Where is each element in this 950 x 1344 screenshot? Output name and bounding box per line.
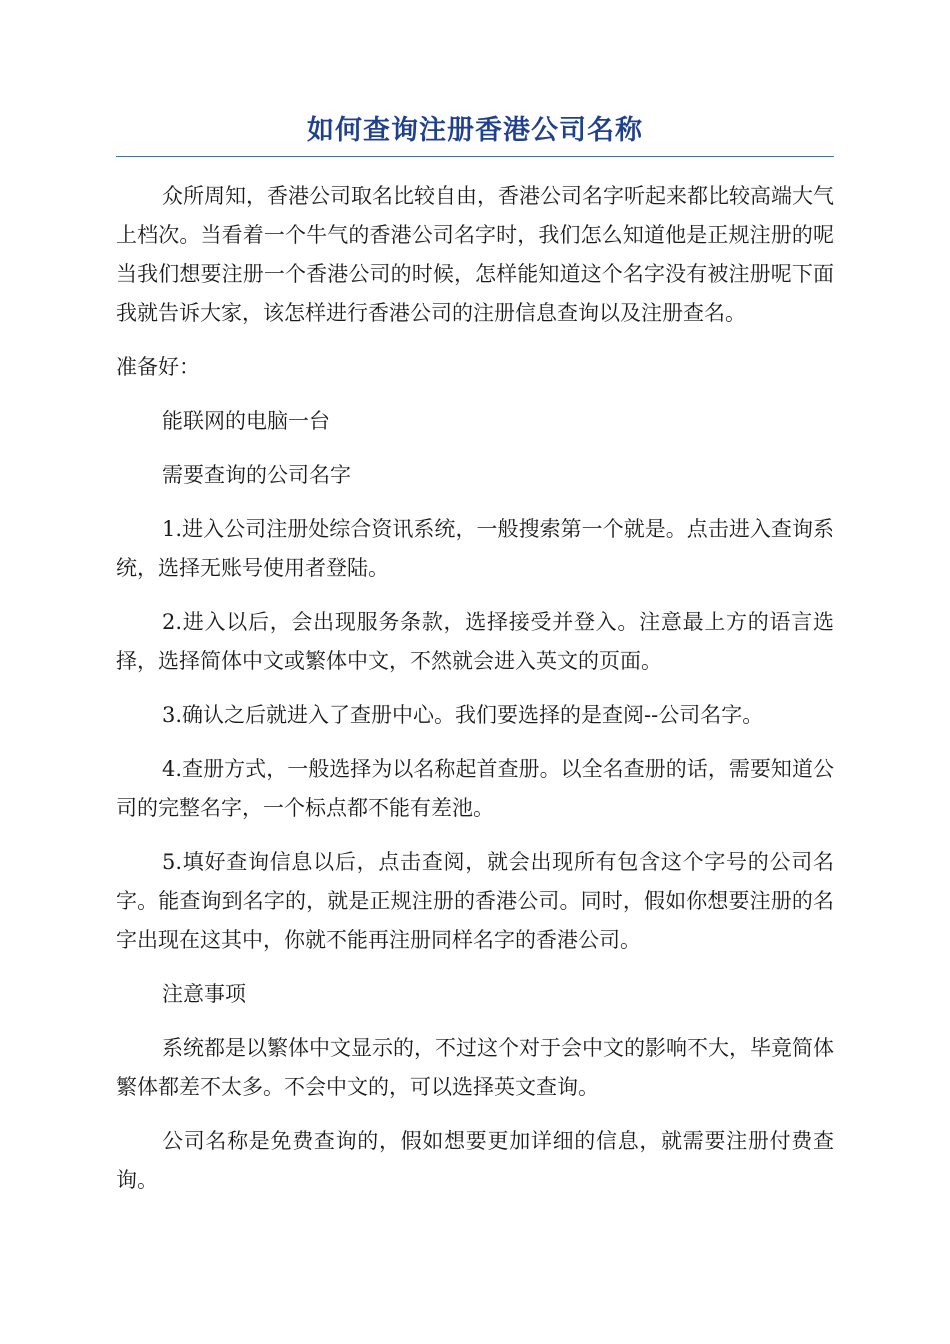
paragraph-step-5: 5.填好查询信息以后，点击查阅，就会出现所有包含这个字号的公司名字。能查询到名字的，就是正规注册的香港公司。同时，假如你想要注册的名字出现在这其中，你就不能再注册同样名字的香港公司。 [116,850,834,952]
paragraph-item-computer: 能联网的电脑一台 [162,409,330,433]
paragraph-item-company-name: 需要查询的公司名字 [162,463,351,487]
paragraph-prepare: 准备好： [116,355,200,379]
paragraph-step-3: 3.确认之后就进入了查册中心。我们要选择的是查阅--公司名字。 [162,703,764,727]
document-page [116,108,834,1215]
document-title: 如何查询注册香港公司名称 [116,108,834,157]
paragraph-step-4: 4.查册方式，一般选择为以名称起首查册。以全名查册的话，需要知道公司的完整名字，一个标点都不能有差池。 [116,757,834,820]
paragraph-notes-heading: 注意事项 [162,982,246,1006]
paragraph-note-1: 系统都是以繁体中文显示的，不过这个对于会中文的影响不大，毕竟简体繁体都差不太多。不会中文的，可以选择英文查询。 [116,1036,834,1099]
paragraph-step-1: 1.进入公司注册处综合资讯系统，一般搜索第一个就是。点击进入查询系统，选择无账号使用者登陆。 [116,517,834,580]
paragraph-intro: 众所周知，香港公司取名比较自由，香港公司名字听起来都比较高端大气上档次。当看着一个牛气的香港公司名字时，我们怎么知道他是正规注册的呢当我们想要注册一个香港公司的时候，怎样能知道这个名字没有被注册呢下面我就告诉大家，该怎样进行香港公司的注册信息查询以及注册查名。 [116,184,834,325]
paragraph-step-2: 2.进入以后，会出现服务条款，选择接受并登入。注意最上方的语言选择，选择简体中文或繁体中文，不然就会进入英文的页面。 [116,610,834,673]
paragraph-note-2: 公司名称是免费查询的，假如想要更加详细的信息，就需要注册付费查询。 [116,1129,834,1192]
document-body [116,177,834,1200]
